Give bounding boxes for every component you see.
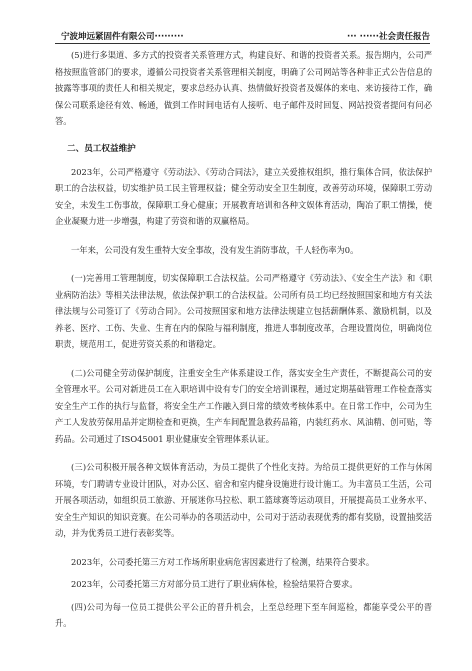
- paragraph-safety-record: 一年来，公司没有发生重特大安全事故，没有发生消防事故，千人轻伤率为0。: [71, 244, 359, 255]
- paragraph-health-check: 2023年，公司委托第三方对部分员工进行了职业病体检，检验结果符合要求。: [71, 579, 358, 589]
- paragraph-labor-protection: (二)公司健全劳动保护制度，注重安全生产体系建设工作，落实安全生产责任，不断提高公司的安全管理水平。公司对新进员工在入职培训中设有专门的安全培训课程，通过定期基础管理工作检查落实安全生产工作的执行与监督，将安全生产工作融入到日常的绩效考核体系中。在日常工作中，公司为生产工人发放劳保用品并定期检查和更换，生产车间配置急救药品箱，内装红药水、风油精、创可贴，等药品。公司通过了ISO45001 职业健康安全管理体系认证。: [55, 367, 432, 444]
- header-report-title: ··· ······社会责任报告: [346, 32, 430, 42]
- paragraph-hazard-testing: 2023年，公司委托第三方对工作场所职业病危害因素进行了检测，结果符合要求。: [71, 556, 375, 567]
- header-company-name: 宁波坤远紧固件有限公司·········: [61, 32, 184, 42]
- section-heading: 二、员工权益维护: [67, 143, 136, 154]
- paragraph-investor-relations: (5)进行多渠道、多方式的投资者关系管理方式，构建良好、和谐的投资者关系。报告期内，公司严格按照监管部门的要求，遵循公司投资者关系管理相关制度，明确了公司网站等各种非正式公告信息的披露等事项的责任人和相关规定，要求总经办认真、热情做好投资者及媒体的来电、来访接待工作，确保公司联系途径有效、畅通，做到工作时间电话有人接听、电子邮件及时回复、网站投资者提问有问必答。: [55, 50, 432, 126]
- paragraph-employment-system: (一)完善用工管理制度，切实保障职工合法权益。公司严格遵守《劳动法》、《安全生产法》和《职业病防治法》等相关法律法规，依法保护职工的合法权益。公司所有员工均已经按照国家和地方有关法律法规与公司签订了《劳动合同》。公司按照国家和地方法律法规建立包括薪酬体系、激励机制，以及养老、医疗、工伤、失业、生育在内的保险与福利制度，推进人事制度改革，合理设置岗位，明确岗位职责，规范用工，促进劳资关系的和谐稳定。: [55, 273, 432, 349]
- paragraph-activities: (三)公司积极开展各种文娱体育活动，为员工提供了个性化支持。为给员工提供更好的工作与休闲环境，专门聘请专业设计团队，对办公区、宿舍和室内健身设施进行设计施工。为丰富员工生活，公司开展各项活动，如组织员工旅游、开展迷你马拉松、职工篮球赛等运动项目，开展提高员工业务水平、安全生产知识的知识竞赛。在公司举办的各项活动中，公司对于活动表现优秀的都有奖励，设置抽奖活动，并为优秀员工进行表彰奖等。: [55, 462, 432, 538]
- header-divider: [55, 43, 430, 44]
- page-header: [55, 28, 430, 44]
- paragraph-promotion: (四)公司为每一位员工提供公平公正的晋升机会，上至总经理下至车间巡检，都能享受公平的晋升。: [55, 601, 432, 628]
- page-body: [55, 47, 432, 632]
- paragraph-labor-law: 2023年，公司严格遵守《劳动法》、《劳动合同法》，建立关爱推权组织，推行集体合同，依法保护职工的合法权益，切实维护员工民主管理权益；健全劳动安全卫生制度，改善劳动环境，保障职工劳动安全，未发生工伤事故，保障职工身心健康；开展教育培训和各种文娱体育活动，陶冶了职工情操，使企业凝聚力进一步增强，构建了劳资和谐的双赢格局。: [55, 166, 432, 226]
